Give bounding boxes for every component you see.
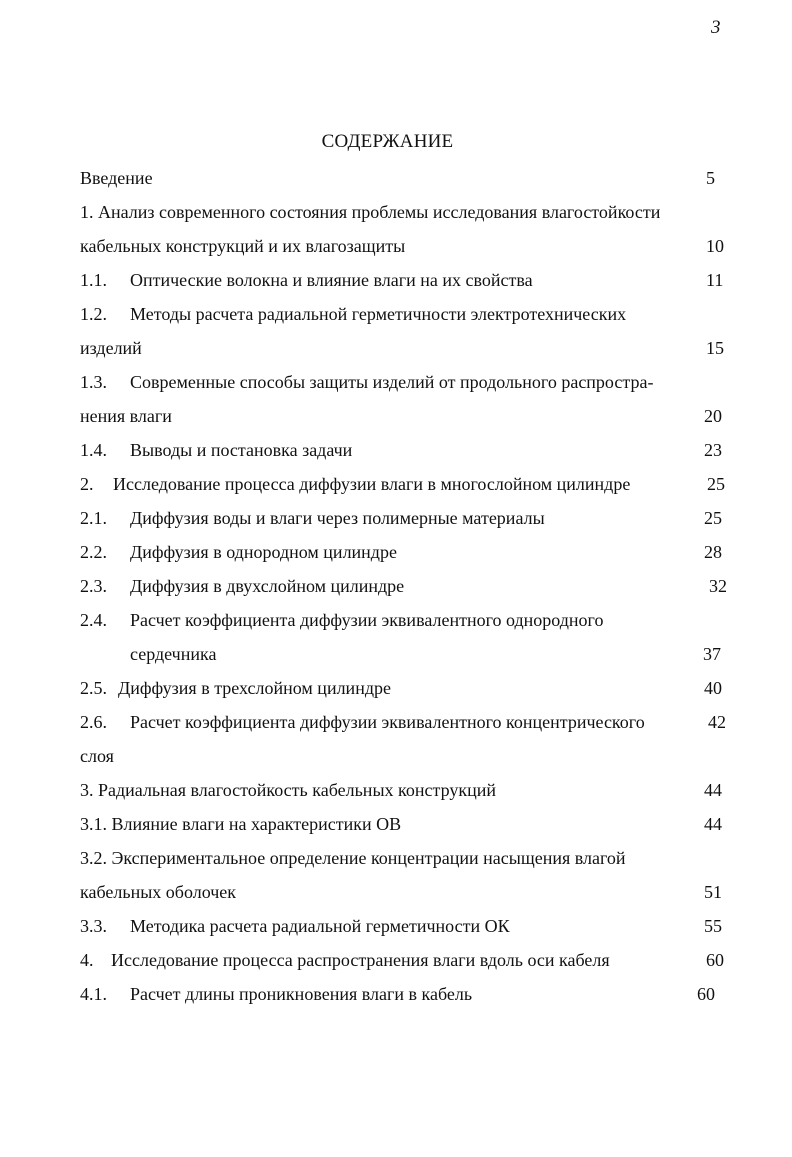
toc-entry-text: Анализ современного состояния проблемы исследования влагостойкости: [98, 202, 661, 222]
toc-entry-text: Методика расчета радиальной герметичности ОК: [130, 916, 510, 936]
toc-entry-number: 4.1.: [80, 984, 107, 1004]
page-number: 3: [711, 17, 721, 38]
toc-entry-page: 5: [706, 168, 715, 188]
toc-entry-number: 1.4.: [80, 440, 107, 460]
page-title: СОДЕРЖАНИЕ: [321, 131, 454, 152]
toc-entry-text-continued: кабельных конструкций и их влагозащиты: [80, 236, 406, 256]
toc-entry-page: 28: [704, 542, 722, 562]
toc-entry-page: 15: [706, 338, 724, 358]
toc-entry-number: 2.1.: [80, 508, 107, 528]
toc-entry-number: 2.6.: [80, 712, 107, 732]
toc-entry-text: Исследование процесса распространения влаги вдоль оси кабеля: [111, 950, 610, 970]
toc-entry-number: 3.3.: [80, 916, 107, 936]
toc-entry-number: 3.1.: [80, 814, 107, 834]
toc-entry-page: 51: [704, 882, 722, 902]
toc-entry-number: 2.: [80, 474, 94, 494]
toc-entry-text: Диффузия в трехслойном цилиндре: [118, 678, 391, 698]
toc-entry-text: Расчет коэффициента диффузии эквивалентного однородного: [130, 610, 604, 630]
toc-entry-number: 1.2.: [80, 304, 107, 324]
toc-entry-text: Влияние влаги на характеристики ОВ: [111, 814, 402, 834]
toc-entry-page: 42: [708, 712, 726, 732]
toc-entry-text-continued: изделий: [80, 338, 142, 358]
toc-entry-page: 25: [704, 508, 722, 528]
toc-entry-text: Расчет коэффициента диффузии эквивалентного концентрического: [130, 712, 645, 732]
toc-entry-text: Методы расчета радиальной герметичности электротехнических: [130, 304, 627, 324]
toc-entry-number: 4.: [80, 950, 94, 970]
toc-entry-text: Диффузия воды и влаги через полимерные материалы: [130, 508, 545, 528]
toc-entry-page: 25: [707, 474, 725, 494]
toc-entry-number: 1.3.: [80, 372, 107, 392]
toc-entry-number: 3.: [80, 780, 94, 800]
toc-entry-number: 1.: [80, 202, 94, 222]
toc-entry-text: Экспериментальное определение концентрации насыщения влагой: [111, 848, 626, 868]
toc-entry-number: 2.4.: [80, 610, 107, 630]
toc-entry-number: 2.5.: [80, 678, 107, 698]
toc-entry-page: 32: [709, 576, 727, 596]
toc-entry-page: 37: [703, 644, 721, 664]
toc-entry-number: 2.3.: [80, 576, 107, 596]
toc-entry-text-continued: сердечника: [130, 644, 217, 664]
toc-entry-text-continued: слоя: [80, 746, 114, 766]
toc-entry-text: Диффузия в двухслойном цилиндре: [130, 576, 405, 596]
toc-entry-text: Диффузия в однородном цилиндре: [130, 542, 397, 562]
toc-entry-text-continued: нения влаги: [80, 406, 172, 426]
toc-entry-number: 1.1.: [80, 270, 107, 290]
toc-entry-page: 11: [706, 270, 724, 290]
toc-entry-page: 40: [704, 678, 722, 698]
toc-entry-page: 10: [706, 236, 724, 256]
toc-entry-page: 44: [704, 814, 722, 834]
toc-entry-page: 60: [706, 950, 724, 970]
toc-entry-text-continued: кабельных оболочек: [80, 882, 237, 902]
toc-entry-text: Радиальная влагостойкость кабельных конструкций: [98, 780, 496, 800]
toc-entry-text: Расчет длины проникновения влаги в кабель: [130, 984, 473, 1004]
toc-entry-page: 60: [697, 984, 715, 1004]
toc-entry-text: Оптические волокна и влияние влаги на их свойства: [130, 270, 533, 290]
toc-entry-text: Современные способы защиты изделий от продольного распростра-: [130, 372, 654, 392]
toc-entry-text: Исследование процесса диффузии влаги в многослойном цилиндре: [113, 474, 631, 494]
toc-entry-number: 3.2.: [80, 848, 107, 868]
toc-entry-text: Введение: [80, 168, 153, 188]
toc-entry-number: 2.2.: [80, 542, 107, 562]
toc-entry-page: 55: [704, 916, 722, 936]
toc-entry-page: 23: [704, 440, 722, 460]
toc-entry-page: 20: [704, 406, 722, 426]
toc-entry-page: 44: [704, 780, 722, 800]
toc-entry-text: Выводы и постановка задачи: [130, 440, 353, 460]
